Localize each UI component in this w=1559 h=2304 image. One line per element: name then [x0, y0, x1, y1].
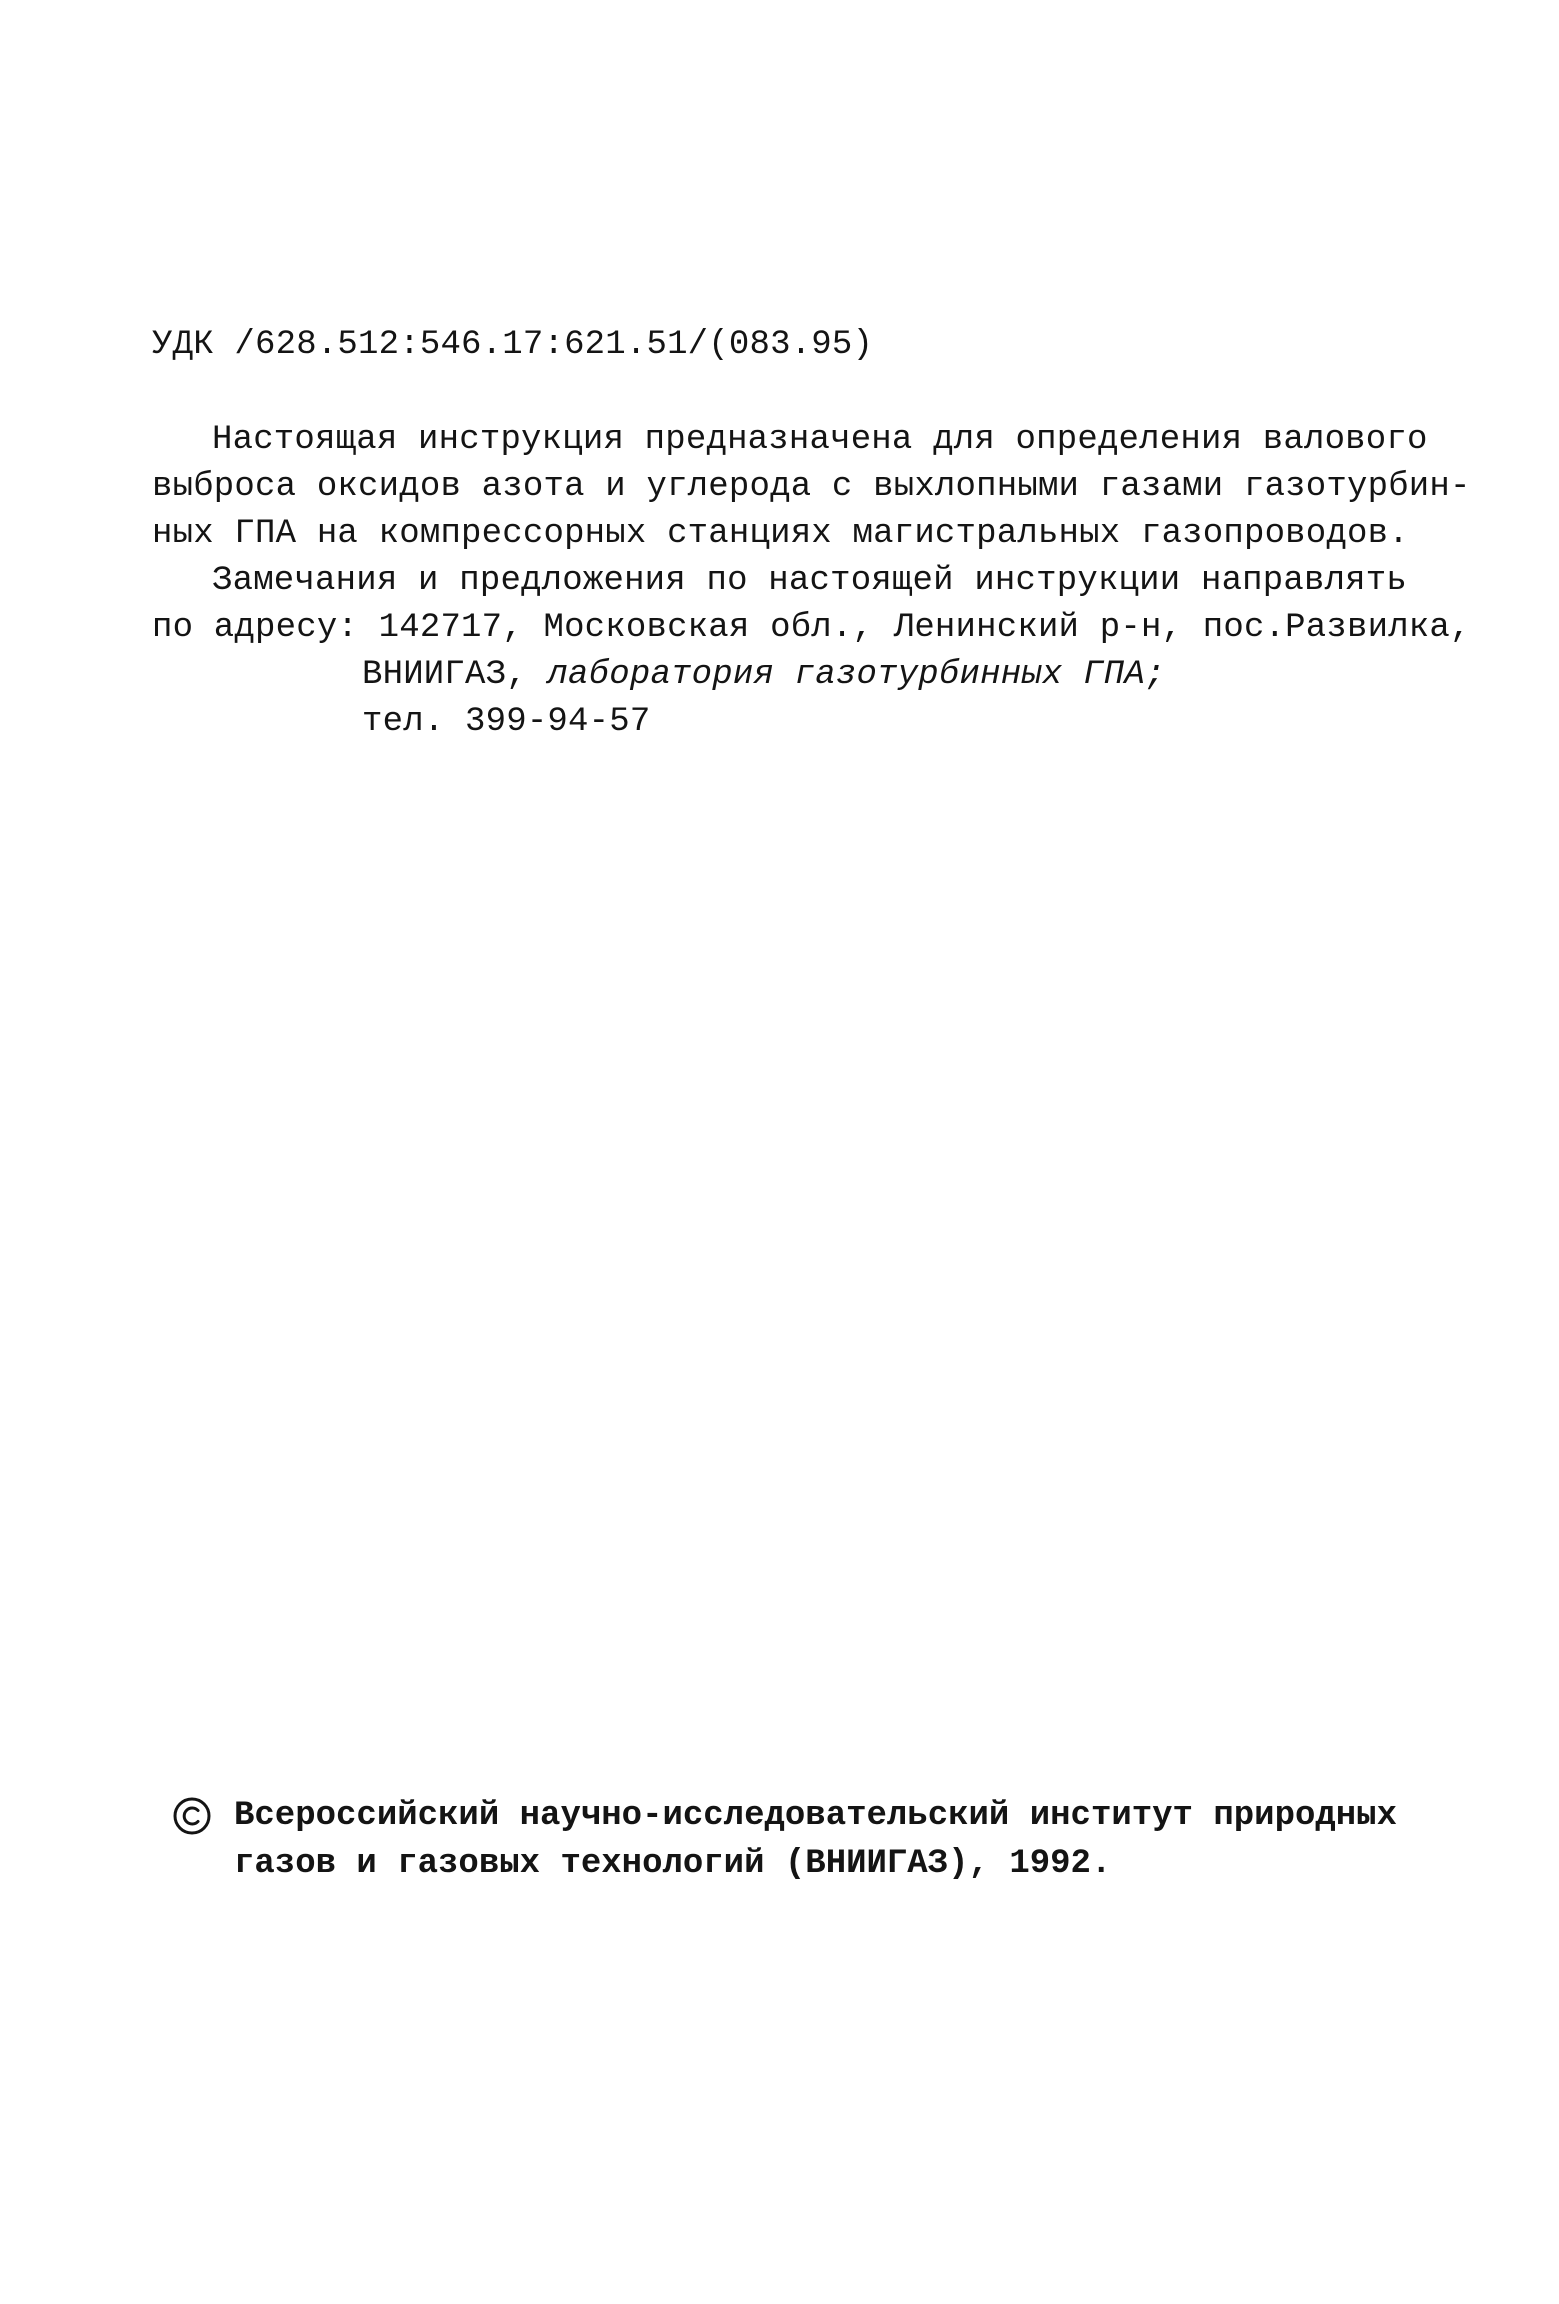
remarks-line-1: Замечания и предложения по настоящей инструкции направлять	[212, 562, 1407, 600]
intro-line-2: выброса оксидов азота и углерода с выхлопными газами газотурбин-	[152, 468, 1471, 506]
udk-code: УДК /628.512:546.17:621.51/(083.95)	[152, 326, 874, 364]
intro-line-1: Настоящая инструкция предназначена для определения валового	[212, 421, 1428, 459]
copyright-icon	[172, 1796, 212, 1836]
organization-name: ВНИИГАЗ,	[362, 656, 527, 694]
laboratory-name: лаборатория газотурбинных ГПА;	[547, 656, 1166, 694]
remarks-line-3	[362, 655, 1166, 695]
copyright-line-2: газов и газовых технологий (ВНИИГАЗ), 1992.	[234, 1845, 1112, 1883]
phone-number: тел. 399-94-57	[362, 703, 651, 741]
intro-line-3: ных ГПА на компрессорных станциях магистральных газопроводов.	[152, 515, 1409, 553]
copyright-line-1: Всероссийский научно-исследовательский институт природных	[234, 1797, 1397, 1835]
remarks-line-2: по адресу: 142717, Московская обл., Ленинский р-н, пос.Развилка,	[152, 609, 1471, 647]
